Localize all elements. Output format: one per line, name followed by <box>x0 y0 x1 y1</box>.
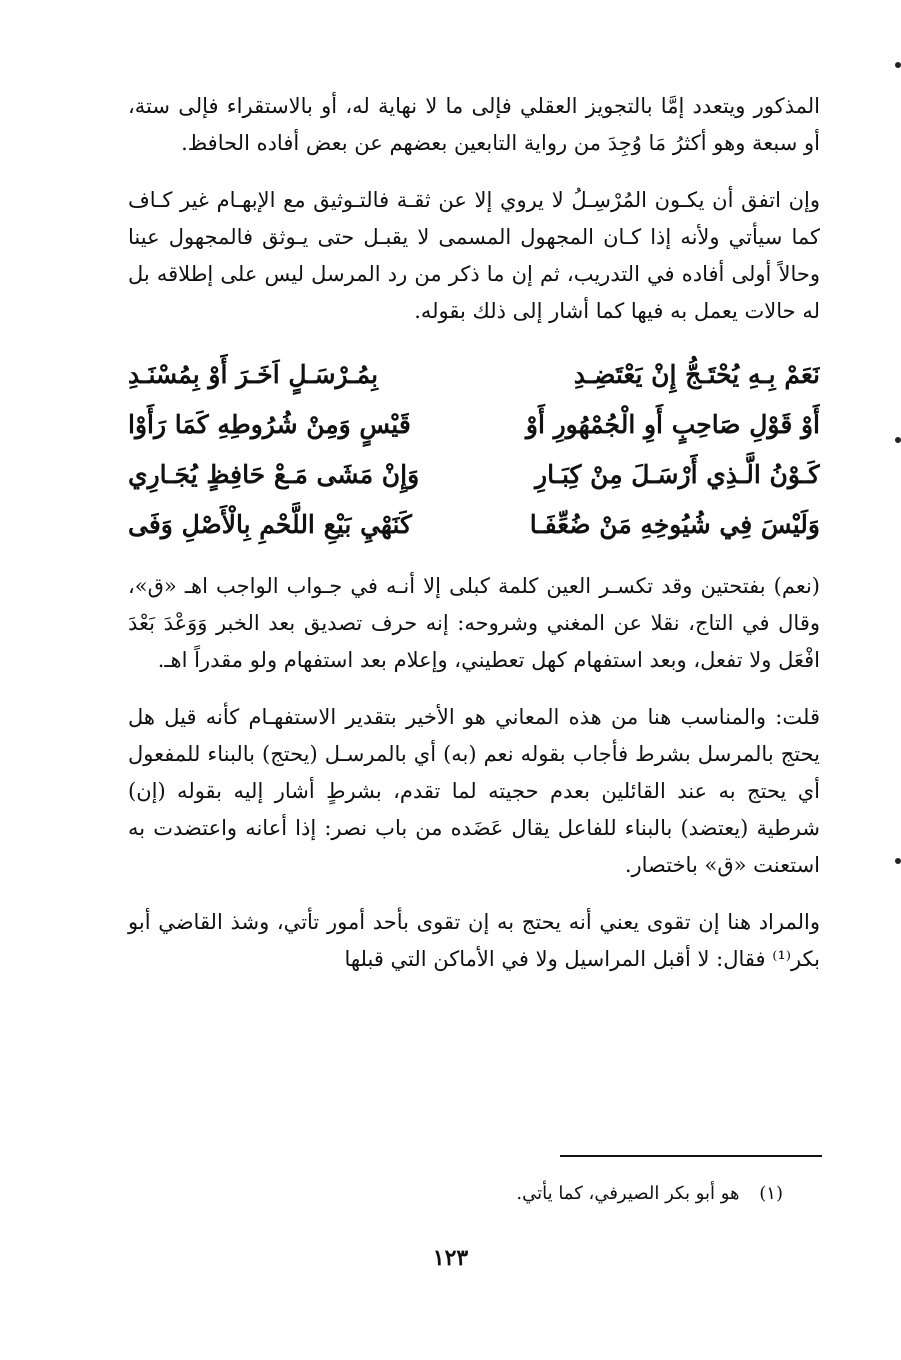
poem-verses <box>128 350 820 550</box>
paragraph-4: قلت: والمناسب هنا من هذه المعاني هو الأخير بتقدير الاستفهـام كأنه قيل هل يحتج بالمرسل بشرط فأجاب بقوله نعم (به) أي بالمرسـل (يحتج) بالبناء للمفعول أي يحتج به عند القائلين بعدم حجيته لما تقدم، بشرطٍ أشار إليه بقوله (إن) شرطية (يعتضد) بالبناء للفاعل يقال عَضَده من باب نصر: إذا أعانه واعتضدت به استعنت «ق» باختصار. <box>128 705 820 877</box>
paragraph-3: (نعم) بفتحتين وقد تكسـر العين كلمة كبلى إلا أنـه في جـواب الواجب اهـ «ق»، وقال في التاج، نقلا عن المغني وشروحه: إنه حرف تصديق بعد الخبر وَوَعْدَ بَعْدَ افْعَل ولا تفعل، وبعد استفهام كهل تعطيني، وإعلام بعد استفهام ولو مقدراً اهـ. <box>128 574 820 672</box>
verse-second-hemistich: وَإِنْ مَشَى مَـعْ حَافِظٍ يُجَـارِي <box>128 460 420 489</box>
footnote-separator <box>560 1155 822 1157</box>
verse-second-hemistich: قَيْسٍ وَمِنْ شُرُوطِهِ كَمَا رَأَوْا <box>128 410 411 439</box>
margin-dot <box>895 437 901 443</box>
verse-first-hemistich: كَـوْنُ الَّـذِي أَرْسَـلَ مِنْ كِبَـارِ <box>535 460 820 489</box>
paragraph-1: المذكور ويتعدد إمَّا بالتجويز العقلي فإلى ما لا نهاية له، أو بالاستقراء فإلى ستة، أو سبعة وهو أكثرُ مَا وُجِدَ من رواية التابعين بعضهم عن بعض أفاده الحافظ. <box>128 94 820 155</box>
verse-first-hemistich: وَلَيْسَ فِي شُيُوخِهِ مَنْ ضُعِّفَـا <box>529 510 820 539</box>
footnote-text: هو أبو بكر الصيرفي، كما يأتي. <box>516 1183 740 1204</box>
verse-second-hemistich: كَنَهْيِ بَيْعِ اللَّحْمِ بِالْأَصْلِ وَفَى <box>128 510 412 539</box>
verse-line <box>128 350 820 400</box>
footnote-number: (١) <box>759 1183 783 1204</box>
page-body <box>128 88 820 998</box>
margin-dot <box>895 858 901 864</box>
verse-first-hemistich: أَوْ قَوْلِ صَاحِبٍ أَوِ الْجُمْهُورِ أَوْ <box>525 410 820 439</box>
verse-line <box>128 500 820 550</box>
verse-second-hemistich: بِمُـرْسَـلٍ اَخَـرَ أَوْ بِمُسْنَـدِ <box>128 360 379 389</box>
margin-dot <box>895 62 901 68</box>
paragraph-2: وإن اتفق أن يكـون المُرْسِـلُ لا يروي إلا عن ثقـة فالتـوثيق مع الإبهـام غير كـاف كما سيأتي ولأنه إذا كـان المجهول المسمى لا يقبـل حتى يـوثق فالمجهول عينا وحالاً أولى أفاده في التدريب، ثم إن ما ذكر من رد المرسل ليس على إطلاقه بل له حالات يعمل به فيها كما أشار إلى ذلك بقوله. <box>128 188 820 323</box>
verse-line <box>128 400 820 450</box>
verse-first-hemistich: نَعَمْ بِـهِ يُحْتَـجُّ إِنْ يَعْتَضِـدِ <box>573 360 820 389</box>
footnote <box>123 1180 783 1208</box>
paragraph-5: والمراد هنا إن تقوى يعني أنه يحتج به إن تقوى بأحد أمور تأتي، وشذ القاضي أبو بكر⁽¹⁾ فقال: لا أقبل المراسيل ولا في الأماكن التي قبلها <box>128 910 820 971</box>
verse-line <box>128 450 820 500</box>
page-number: ١٢٣ <box>432 1245 469 1271</box>
